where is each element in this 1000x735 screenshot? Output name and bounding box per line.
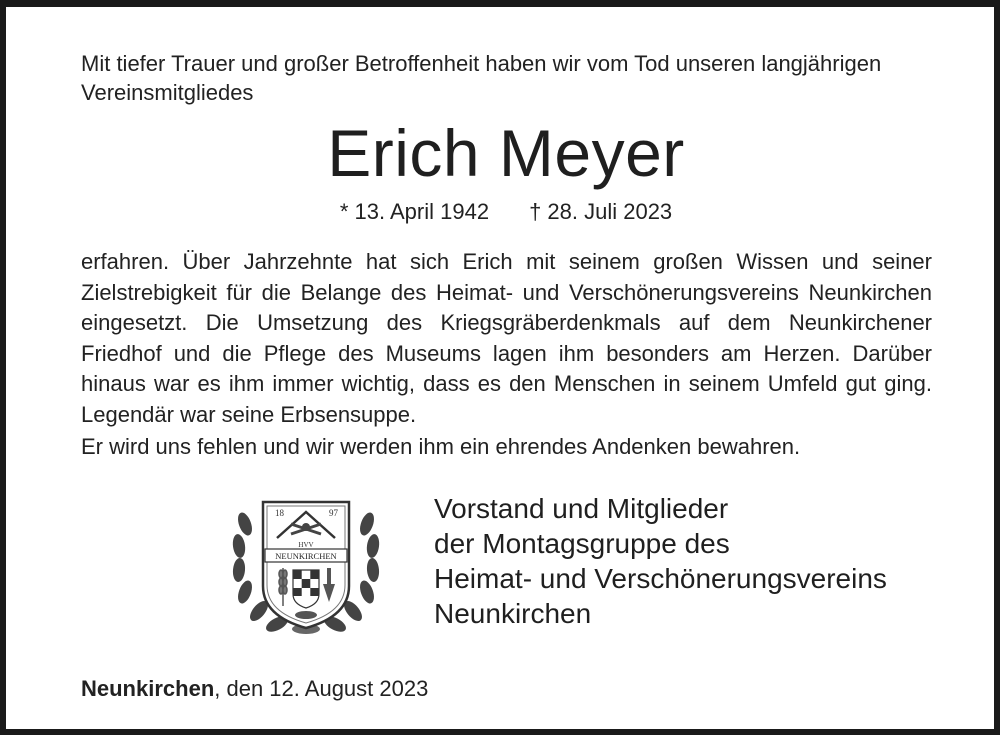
crest-year-right: 97 xyxy=(329,508,338,518)
crest-year-left: 18 xyxy=(275,508,284,518)
eulogy-text: erfahren. Über Jahrzehnte hat sich Erich mit seinem großen Wissen und seiner Zielstrebigkeit für die Belange des Heimat- und Verschönerungsvereins Neunkirchen eingesetzt. Die Umsetzung des Kriegsgräberdenkmals auf dem Neunkirchener Friedhof und die Pflege des Museums lagen ihm besonders am Herzen. Darüber hinaus war es ihm immer wichtig, dass es den Menschen in seinem Umfeld gut ging. Legendär war seine Erbsensuppe. xyxy=(81,249,932,427)
signature-line: Vorstand und Mitglieder xyxy=(434,493,729,524)
place-name: Neunkirchen xyxy=(81,676,215,701)
club-crest-logo xyxy=(231,494,381,636)
deceased-name: Erich Meyer xyxy=(327,116,685,190)
life-dates xyxy=(6,197,1000,227)
signature-line: Heimat- und Verschönerungsvereins xyxy=(434,563,887,594)
place-and-date xyxy=(81,674,941,704)
signature-line: der Montagsgruppe des xyxy=(434,528,730,559)
bread-icon xyxy=(295,611,317,619)
notice-date: , den 12. August 2023 xyxy=(214,676,429,701)
crest-abbreviation: HVV xyxy=(298,541,314,549)
intro-text: Mit tiefer Trauer und großer Betroffenheit haben wir vom Tod unseren langjährigen Vereinsmitgliedes xyxy=(81,51,882,105)
signature-line: Neunkirchen xyxy=(434,598,592,629)
checkered-shield-icon xyxy=(293,570,319,608)
birth-date: * 13. April 1942 xyxy=(339,199,490,224)
crest-town-name: NEUNKIRCHEN xyxy=(275,551,337,561)
signature-block xyxy=(434,491,974,631)
death-date: † 28. Juli 2023 xyxy=(529,199,673,224)
closing-text: Er wird uns fehlen und wir werden ihm ein ehrendes Andenken bewahren. xyxy=(81,434,801,459)
